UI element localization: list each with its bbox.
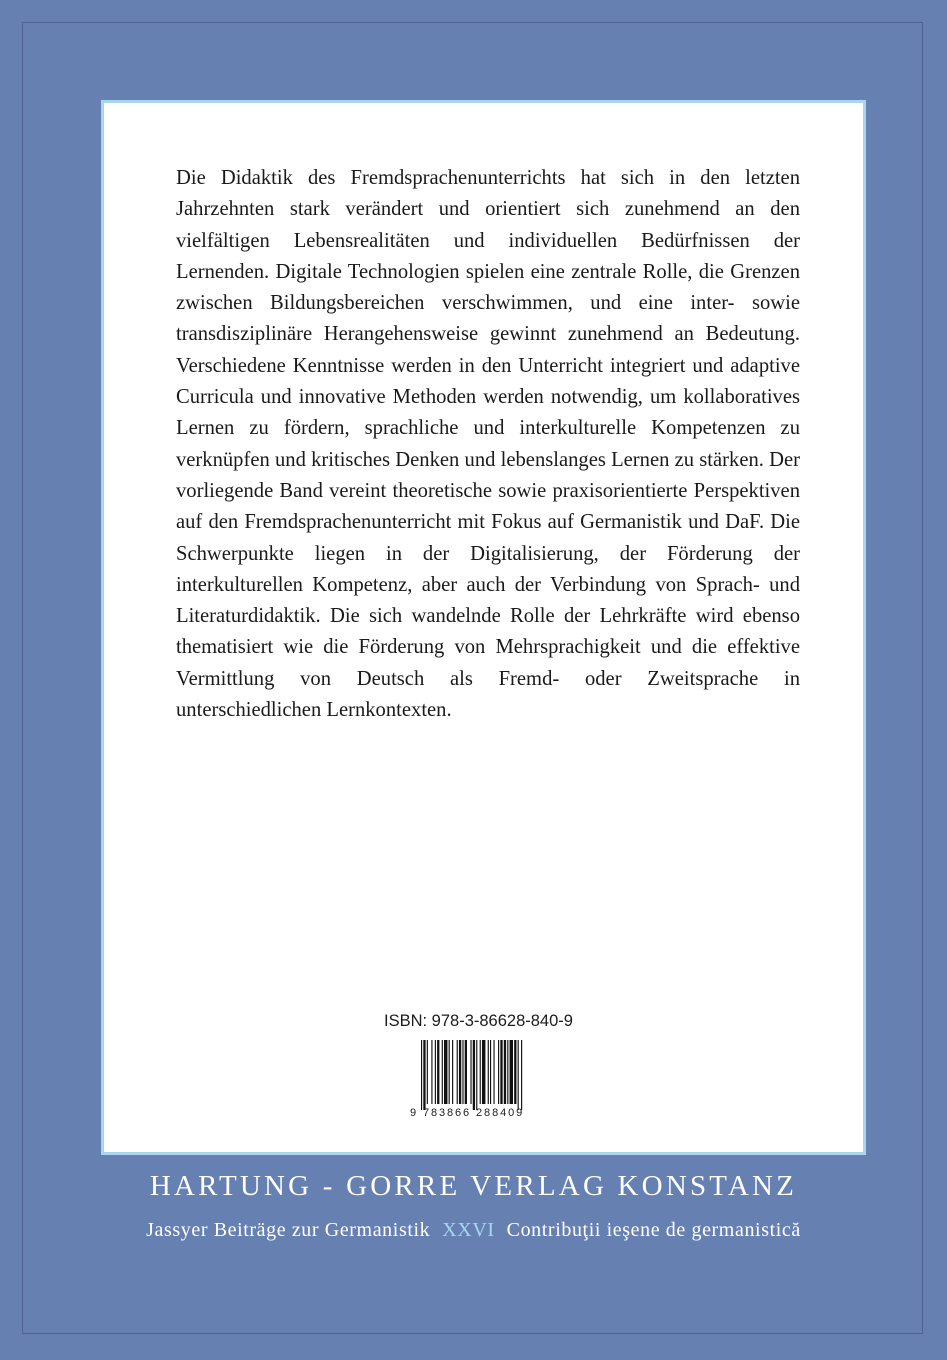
barcode-bar [514, 1040, 516, 1104]
barcode-bar [490, 1040, 491, 1104]
barcode-graphic [421, 1040, 555, 1110]
barcode-bar [452, 1040, 453, 1104]
barcode-bar [470, 1040, 471, 1104]
blurb-panel [101, 100, 866, 1155]
series-title-german: Jassyer Beiträge zur Germanistik [146, 1219, 431, 1241]
barcode-bar [459, 1040, 461, 1104]
isbn-label: ISBN: 978-3-86628-840-9 [384, 1012, 573, 1030]
barcode-bar [518, 1040, 519, 1110]
barcode-bar [427, 1040, 428, 1104]
barcode-bar [504, 1040, 506, 1104]
barcode-bar [500, 1040, 502, 1104]
barcode-digits: 9 783866 288409 [410, 1107, 525, 1119]
barcode-bar [423, 1040, 425, 1110]
barcode-bar [473, 1040, 475, 1110]
barcode-bar [482, 1040, 485, 1104]
barcode-bar [444, 1040, 447, 1104]
barcode-bar [435, 1040, 436, 1104]
barcode-bar [488, 1040, 489, 1104]
barcode-bar [449, 1040, 450, 1104]
publisher-name: HARTUNG - GORRE VERLAG KONSTANZ [149, 1170, 798, 1202]
barcode-bar [480, 1040, 481, 1104]
series-line [0, 1219, 947, 1242]
barcode-bar [493, 1040, 494, 1104]
barcode-bar [521, 1040, 522, 1110]
barcode-bar [510, 1040, 513, 1104]
barcode-bar [437, 1040, 439, 1104]
barcode-bar [431, 1040, 432, 1104]
blurb-text: Die Didaktik des Fremdsprachenunterrichts hat sich in den letzten Jahrzehnten stark verändert und orientiert sich zunehmend an den vielfältigen Lebensrealitäten und individuellen Bedürfnissen der Lernenden. Digitale Technologien spielen eine zentrale Rolle, die Grenzen zwischen Bildungsbereichen verschwimmen, und eine inter- sowie transdisziplinäre Herangehensweise gewinnt zunehmend an Bedeutung. Verschiedene Kenntnisse werden in den Unterricht integriert und adaptive Curricula und innovative Methoden werden notwendig, um kollaboratives Lernen zu fördern, sprachliche und interkulturelle Kompetenzen zu verknüpfen und kritisches Denken und lebenslanges Lernen zu stärken. Der vorliegende Band vereint theoretische sowie praxisorientierte Perspektiven auf den Fremdsprachenunterricht mit Fokus auf Germanistik und DaF. Die Schwerpunkte liegen in der Digitalisierung, der Förderung der interkulturellen Kompetenz, aber auch der Verbindung von Sprach- und Literaturdidaktik. Die sich wandelnde Rolle der Lehrkräfte wird ebenso thematisiert wie die Förderung von Mehrsprachigkeit und die effektive Vermittlung von Deutsch als Fremd- oder Zweitsprache in unterschiedlichen Lernkontexten. [176, 167, 800, 722]
series-title-romanian: Contribuţii ieşene de germanistică [506, 1219, 801, 1241]
barcode-bar [476, 1040, 477, 1110]
barcode-bar [421, 1040, 422, 1110]
barcode-bar [465, 1040, 467, 1104]
barcode-bar [442, 1040, 443, 1104]
barcode-bar [457, 1040, 458, 1104]
barcode-bar [462, 1040, 463, 1104]
series-volume: XXVI [442, 1219, 495, 1241]
isbn-block [384, 1012, 573, 1122]
barcode-bar [507, 1040, 508, 1104]
barcode-bar [498, 1040, 499, 1104]
